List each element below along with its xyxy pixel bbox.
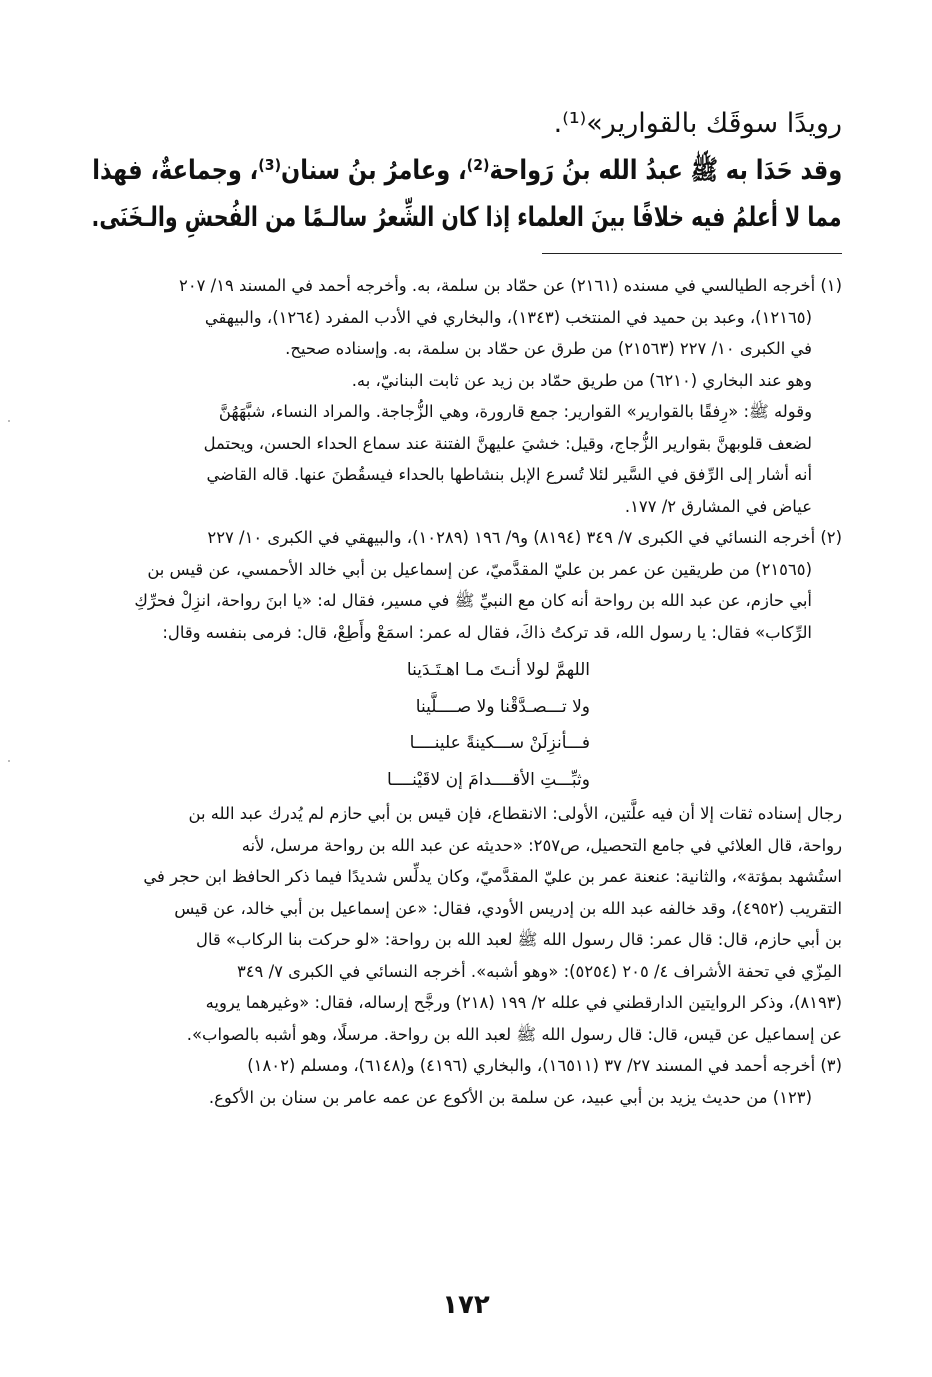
poem-verse: ولا تـــصـدَّقْنا ولا صــــلَّينا [415,696,590,717]
footnote-2-line: (٢١٥٦٥) من طريقين عن عمر بن عليّ المقدَّميّ، عن إسماعيل بن أبي خالد الأحمسي، عن قيس بن [147,559,812,579]
edge-mark [8,420,10,422]
footnote-2-line: استُشهد بمؤتة»، والثانية: عنعنة عمر بن عليّ المقدَّميّ، وكان يدلِّس شديدًا فيما ذكر الحافظ ابن حجر في [143,867,842,886]
edge-mark [8,760,10,762]
footnote-1-line: (١) أخرجه الطيالسي في مسنده (٢١٦١) عن حمّاد بن سلمة، به. وأخرجه أحمد في المسند ١٩/ ٢٠٧ [179,276,842,295]
page-body [92,100,842,1113]
footnote-1-line: وهو عند البخاري (٦٢١٠) من طريق حمّاد بن زيد عن ثابت البنانيّ، به. [351,370,812,390]
footnote-2-line: (٢) أخرجه النسائي في الكبرى ٧/ ٣٤٩ (٨١٩٤) و٩/ ١٩٦ (١٠٢٨٩)، والبيهقي في الكبرى ١٠/ ٢٢٧ [207,528,842,547]
footnote-3-line: (٣) أخرجه أحمد في المسند ٢٧/ ٣٧ (١٦٥١١)، والبخاري (٤١٩٦) و(٦١٤٨)، ومسلم (١٨٠٢) [247,1056,842,1075]
footnote-2-line: التقريب (٤٩٥٢)، وقد خالفه عبد الله بن إدريس الأودي، فقال: «عن إسماعيل بن أبي خالد، عن قيس [174,898,842,918]
footnote-2-line: عن إسماعيل عن قيس، قال: قال رسول الله ﷺ لعبد الله بن رواحة. مرسلًا، وهو أشبه بالصواب». [186,1024,842,1044]
poem-verse: فـــأنزِلَنْ ســـكينةً علينــــا [409,733,590,753]
footnote-1-line: وقوله ﷺ: «رِفقًا بالقوارير» القوارير: جمع قارورة، وهي الزُّجاجة. والمراد النساء، شبَّهَهُنَّ [218,402,812,421]
poem-verse: وثبِّـــتِ الأقــــدامَ إن لاقَيْنــــا [387,769,590,790]
page-number: ١٧٢ [442,1290,490,1320]
footnote-2-line: المِزّي في تحفة الأشراف ٤/ ٢٠٥ (٥٢٥٤): «وهو أشبه». أخرجه النسائي في الكبرى ٧/ ٣٤٩ [236,961,842,981]
poem-verse: اللهمَّ لولا أنـتَ مـا اهـتَـدَينا [406,660,590,680]
footnote-2-line: الرِّكاب» فقال: يا رسول الله، قد تركتُ ذاكَ، فقال له عمر: اسمَعْ وأَطِعْ، قال: فرمى بنفسه وقال: [162,622,812,642]
footnote-2-line: (٨١٩٣)، وذكر الروايتين الدارقطني في علله ٢/ ١٩٩ (٢١٨) ورجَّح إرساله، فقال: «وغيرهما يرويه [205,993,842,1012]
footnote-2-line: رجال إسناده ثقات إلا أن فيه علَّتين، الأولى: الانقطاع، فإن قيس بن أبي حازم لم يُدرك عبد الله بن [188,804,842,823]
poem [340,652,590,798]
footnote-2-line: أبي حازم، عن عبد الله بن رواحة أنه كان مع النبيِّ ﷺ في مسير، فقال له: «يا ابنَ رواحة، انزِلْ فحرِّكِ [134,591,812,610]
footnote-1-line: أنه أشار إلى الرِّفق في السَّير لئلا تُسرع الإبل بنشاطها بالحداء فيسقُطنَ عنها. قاله القاضي [206,465,812,484]
footnote-divider [542,253,842,254]
main-text [92,100,842,241]
main-text-line: مما لا أعلمُ فيه خلافًا بينَ العلماء إذا كان الشِّعرُ سالـمًا من الفُحشِ والـخَنَى. [92,202,842,233]
footnote-2-line: بن أبي حازم، قال: قال عمر: قال رسول الله ﷺ لعبد الله بن رواحة: «لو حركت بنا الركاب» قال [196,930,842,949]
footnotes [92,270,842,1113]
footnote-2-line: رواحة، قال العلائي في جامع التحصيل، ص٢٥٧: «حديثه عن عبد الله بن رواحة مرسل، لأنه [241,835,842,855]
footnote-1-line: لضعف قلوبهنَّ بقوارير الزُّجاج، وقيل: خشيَ عليهنَّ الفتنة عند سماع الحداء الحسن، ويحتمل [203,433,812,453]
footnote-1-line: عياض في المشارق ٢/ ١٧٧. [624,496,812,516]
footnote-1-line: في الكبرى ١٠/ ٢٢٧ (٢١٥٦٣) من طرق عن حمّاد بن سلمة، به. وإسناده صحيح. [285,339,812,358]
main-text-line: وقد حَدَا به ﷺ عبدُ الله بنُ رَواحة⁽²⁾، وعامرُ بنُ سنان⁽³⁾، وجماعةٌ، فهذا [92,155,842,186]
main-text-line: رويدًا سوقَك بالقوارير»⁽¹⁾. [553,108,842,139]
footnote-3-line: (١٢٣) من حديث يزيد بن أبي عبيد، عن سلمة بن الأكوع عن عمه عامر بن سنان بن الأكوع. [208,1087,812,1107]
footnote-1-line: (١٢١٦٥)، وعبد بن حميد في المنتخب (١٣٤٣)، والبخاري في الأدب المفرد (١٢٦٤)، والبيهقي [204,307,812,327]
